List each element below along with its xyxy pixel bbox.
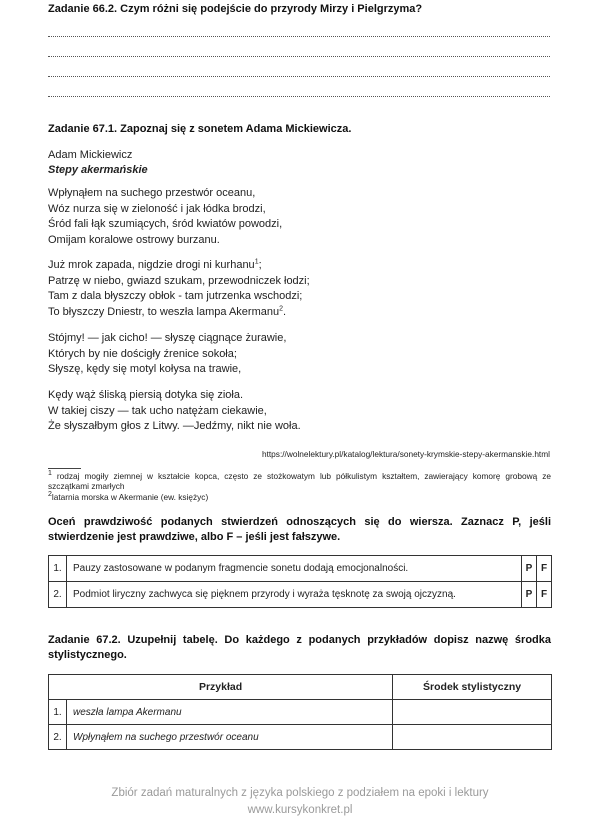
statement-number: 2.	[49, 582, 67, 608]
poem-line: Stójmy! — jak cicho! — słyszę ciągnące żurawie,	[48, 332, 287, 344]
poem-line: Kędy wąż śliską piersią dotyka się zioła.	[48, 389, 244, 401]
footnote-1: $^1$ rodzaj mogiły ziemnej w kształcie kopca, często ze stożkowatym lub półkulistym kształtem, zawierający komorę grobową ze szczątkami zmarłych	[48, 470, 551, 491]
answer-line-4[interactable]	[48, 96, 550, 97]
task-66-2-heading: Zadanie 66.2. Czym różni się podejście do przyrody Mirzy i Pielgrzyma?	[48, 3, 423, 15]
column-header-example: Przykład	[49, 675, 393, 700]
example-text: weszła lampa Akermanu	[67, 700, 393, 725]
task-67-2-heading: Zadanie 67.2. Uzupełnij tabelę. Do każdego z podanych przykładów dopisz nazwę środka stylistycznego.	[48, 634, 551, 661]
stylistic-devices-table	[48, 674, 552, 750]
footnote-ref-2[interactable]: 2	[279, 304, 283, 312]
poem-stanza-2	[48, 258, 310, 320]
page-footer	[0, 785, 600, 819]
poem-stanza-1	[48, 186, 282, 248]
poem-line: Śród fali łąk szumiących, śród kwiatów powodzi,	[48, 218, 283, 230]
footer-website[interactable]: www.kursykonkret.pl	[247, 804, 353, 816]
poem-line: Że słyszałbym głos z Litwy. —Jedźmy, nikt nie woła.	[48, 420, 301, 432]
device-answer-cell[interactable]	[393, 725, 552, 750]
poem-line: Tam z dala błyszczy obłok - tam jutrzenka wschodzi;	[48, 290, 303, 302]
poem-title: Stepy akermańskie	[48, 164, 148, 176]
poem-line: Wóz nurza się w zieloność i jak łódka brodzi,	[48, 202, 266, 215]
row-number: 2.	[49, 725, 67, 750]
footer-title: Zbiór zadań maturalnych z języka polskiego z podziałem na epoki i lektury	[111, 787, 489, 799]
table-row	[49, 582, 552, 608]
answer-line-2[interactable]	[48, 56, 550, 57]
footnote-2: $^2$latarnia morska w Akermanie (ew. księżyc)	[48, 491, 209, 502]
poem-author: Adam Mickiewicz	[48, 149, 133, 161]
table-row	[49, 700, 552, 725]
example-text: Wpłynąłem na suchego przestwór oceanu	[67, 725, 393, 750]
false-option[interactable]: F	[537, 556, 552, 582]
footnote-divider	[48, 468, 81, 469]
true-option[interactable]: P	[522, 582, 537, 608]
poem-line: Których by nie dościgły źrenice sokoła;	[48, 347, 237, 360]
table-row	[49, 725, 552, 750]
true-option[interactable]: P	[522, 556, 537, 582]
true-false-table	[48, 555, 552, 608]
source-link[interactable]: https://wolnelektury.pl/katalog/lektura/sonety-krymskie-stepy-akermanskie.html	[261, 449, 550, 459]
table-row	[49, 556, 552, 582]
poem-line: Omijam koralowe ostrowy burzanu.	[48, 233, 220, 246]
statement-number: 1.	[49, 556, 67, 582]
false-option[interactable]: F	[537, 582, 552, 608]
poem-stanza-3	[48, 331, 286, 378]
answer-line-1[interactable]	[48, 36, 550, 37]
poem-line: Patrzę w niebo, gwiazd szukam, przewodniczek łodzi;	[48, 274, 310, 287]
device-answer-cell[interactable]	[393, 700, 552, 725]
poem-stanza-4	[48, 388, 301, 435]
poem-line: W takiej ciszy — tak ucho natężam ciekawie,	[48, 404, 267, 417]
column-header-device: Środek stylistyczny	[393, 675, 552, 700]
table-header-row	[49, 675, 552, 700]
poem-line: Słyszę, kędy się motyl kołysa na trawie,	[48, 363, 242, 375]
answer-line-3[interactable]	[48, 76, 550, 77]
task-67-1-instruction: Oceń prawdziwość podanych stwierdzeń odnoszących się do wiersza. Zaznacz P, jeśli stwierdzenie jest prawdziwe, albo F – jeśli jest fałszywe.	[48, 516, 551, 543]
poem-line: Już mrok zapada, nigdzie drogi ni kurhanu$^1$;	[48, 258, 262, 271]
statement-text: Podmiot liryczny zachwyca się pięknem przyrody i wyraża tęsknotę za swoją ojczyzną.	[67, 582, 522, 608]
row-number: 1.	[49, 700, 67, 725]
task-67-1-heading: Zadanie 67.1. Zapoznaj się z sonetem Adama Mickiewicza.	[48, 123, 352, 135]
poem-line: Wpłynąłem na suchego przestwór oceanu,	[48, 187, 256, 199]
statement-text: Pauzy zastosowane w podanym fragmencie sonetu dodają emocjonalności.	[67, 556, 522, 582]
footnote-ref-1[interactable]: 1	[254, 258, 259, 266]
poem-line: To błyszczy Dniestr, to weszła lampa Akermanu$^2$.	[48, 304, 287, 318]
